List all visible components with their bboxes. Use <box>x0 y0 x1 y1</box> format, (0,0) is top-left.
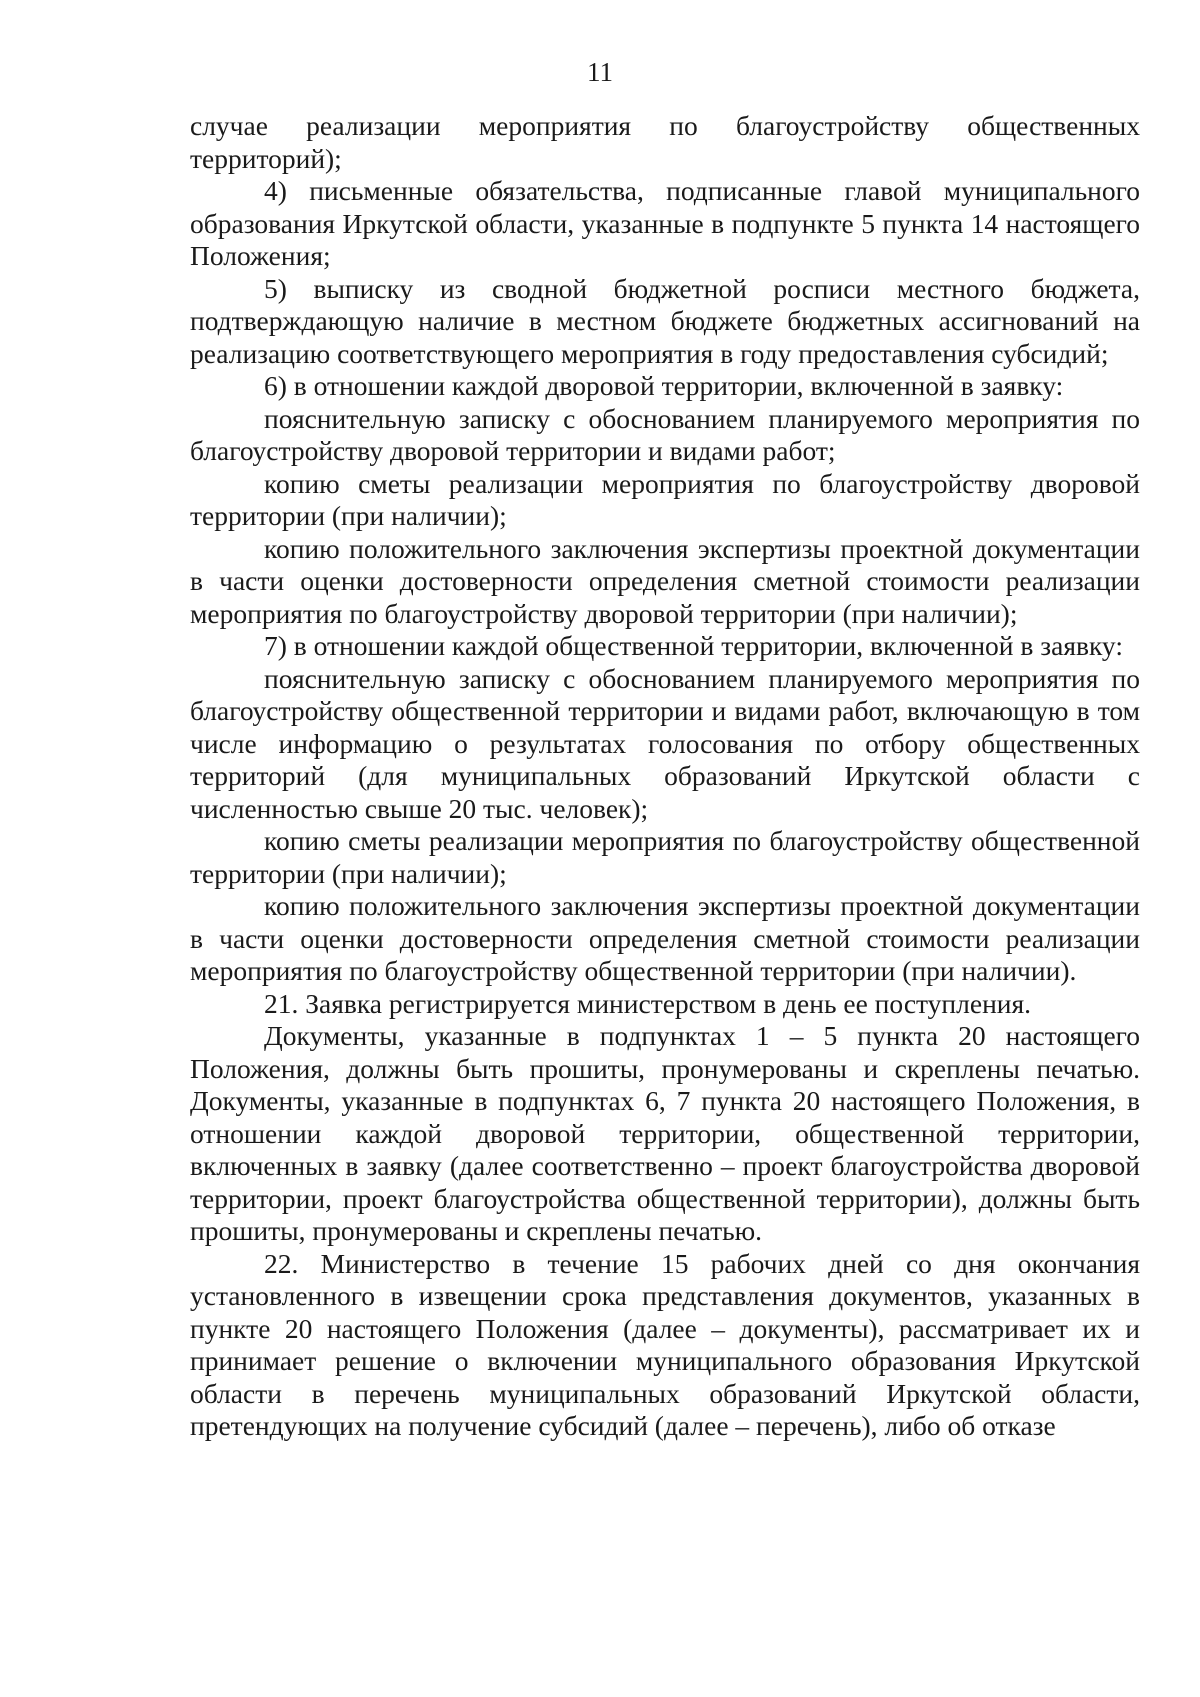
paragraph: копию сметы реализации мероприятия по благоустройству общественной территории (при наличии); <box>190 825 1140 889</box>
paragraph: 7) в отношении каждой общественной территории, включенной в заявку: <box>264 630 1123 661</box>
paragraph: пояснительную записку с обоснованием планируемого мероприятия по благоустройству дворовой территории и видами работ; <box>190 402 1140 466</box>
page-number: 11 <box>587 57 613 87</box>
paragraph: 6) в отношении каждой дворовой территории, включенной в заявку: <box>264 370 1064 401</box>
paragraph: копию положительного заключения экспертизы проектной документации в части оценки достоверности определения сметной стоимости реализации мероприятия по благоустройству дворовой территории (при наличии); <box>190 532 1140 629</box>
document-body <box>190 110 1140 1443</box>
paragraph: 22. Министерство в течение 15 рабочих дней со дня окончания установленного в извещении срока представления документов, указанных в пункте 20 настоящего Положения (далее – документы), рассматривает их и принимает решение о включении муниципального образования Иркутской области в перечень муниципальных образований Иркутской области, претендующих на получение субсидий (далее – перечень), либо об отказе <box>190 1247 1140 1441</box>
paragraph: Документы, указанные в подпунктах 1 – 5 пункта 20 настоящего Положения, должны быть прошиты, пронумерованы и скреплены печатью. Документы, указанные в подпунктах 6, 7 пункта 20 настоящего Положения, в отношении каждой дворовой территории, общественной территории, включенных в заявку (далее соответственно – проект благоустройства дворовой территории, проект благоустройства общественной территории), должны быть прошиты, пронумерованы и скреплены печатью. <box>190 1020 1140 1246</box>
paragraph: пояснительную записку с обоснованием планируемого мероприятия по благоустройству общественной территории и видами работ, включающую в том числе информацию о результатах голосования по отбору общественных территорий (для муниципальных образований Иркутской области с численностью свыше 20 тыс. человек); <box>190 662 1140 824</box>
paragraph: 5) выписку из сводной бюджетной росписи местного бюджета, подтверждающую наличие в местном бюджете бюджетных ассигнований на реализацию соответствующего мероприятия в году предоставления субсидий; <box>190 272 1140 369</box>
paragraph: 4) письменные обязательства, подписанные главой муниципального образования Иркутской области, указанные в подпункте 5 пункта 14 настоящего Положения; <box>190 175 1140 271</box>
paragraph: копию сметы реализации мероприятия по благоустройству дворовой территории (при наличии); <box>190 467 1140 531</box>
paragraph: случае реализации мероприятия по благоустройству общественных территорий); <box>190 110 1140 174</box>
paragraph: копию положительного заключения экспертизы проектной документации в части оценки достоверности определения сметной стоимости реализации мероприятия по благоустройству общественной территории (при наличии). <box>190 890 1140 986</box>
paragraph: 21. Заявка регистрируется министерством в день ее поступления. <box>264 987 1032 1019</box>
